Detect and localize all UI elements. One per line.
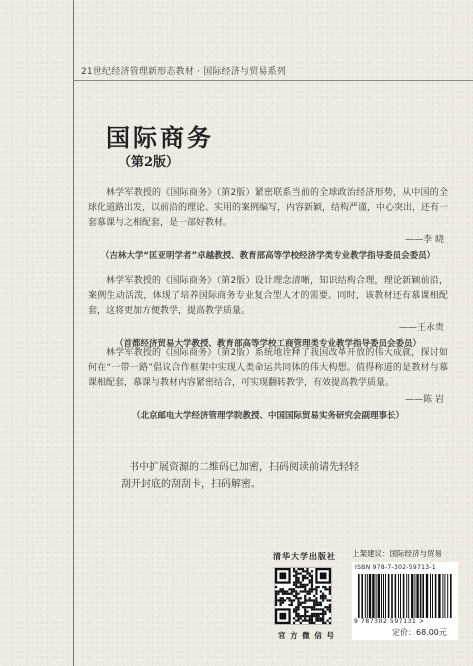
price: 定价：68.00元 — [392, 628, 447, 637]
qr-code[interactable] — [274, 567, 332, 625]
isbn-text: ISBN 978-7-302-59713-1 — [355, 564, 436, 571]
decorative-vertical-line — [73, 0, 74, 640]
review-2 — [88, 274, 448, 352]
qr-label: 官 方 微 信 号 — [278, 631, 335, 640]
barcode-icon — [356, 574, 454, 618]
isbn-barcode-block — [352, 562, 458, 640]
notice-line-2: 刮开封底的刮刮卡，扫码解密。 — [121, 479, 261, 490]
decorative-vertical-line-bottom — [73, 620, 74, 666]
notice-line-1: 书中扩展资源的二维码已加密，扫码阅读前请先轻轻 — [129, 462, 359, 473]
review-signature: ——王永贵 — [398, 323, 444, 333]
header-divider — [73, 80, 473, 81]
review-body: 林学军教授的《国际商务》（第2版）设计理念清晰，知识结构合理，理论新颖前沿，案例生动活泼，体现了培养国际商务专业复合型人才的需要。同时，该教材还有慕课相配套，这将更加方便教学，提高教学质量。 — [88, 276, 448, 316]
review-affiliation: （吉林大学“匡亚明学者”卓越教授、教育部高等学校经济学类专业教学指导委员会委员） — [100, 251, 436, 261]
book-edition: （第2版） — [118, 155, 180, 170]
review-affiliation: （首都经济贸易大学教授、教育部高等学校工商管理类专业教学指导委员会委员） — [114, 339, 421, 349]
review-body: 林学军教授的《国际商务》（第2版）系统地诠释了我国改革开放的伟大成就，探讨如何在“一带一路”倡议合作框架中实现人类命运共同体的伟大构想。值得称道的是教材与慕课相配套，慕课与教材内容紧密结合，可实现翻转教学，有效提高教学质量。 — [88, 348, 448, 388]
publisher-name: 清华大学出版社 — [273, 552, 336, 561]
book-title: 国际商务 — [106, 123, 214, 152]
review-signature: ——陈 岩 — [405, 395, 444, 405]
barcode-digits: 9 787302 597131 > — [354, 618, 425, 625]
scratch-card-notice — [121, 459, 411, 493]
review-1 — [88, 186, 448, 264]
qr-code-icon — [275, 568, 331, 624]
review-signature: ——李 晓 — [405, 235, 444, 245]
series-name: 21世纪经济管理新形态教材 · 国际经济与贸易系列 — [81, 67, 287, 77]
review-affiliation: （北京邮电大学经济管理学院教授、中国国际贸易实务研究会副理事长） — [131, 411, 404, 421]
review-body: 林学军教授的《国际商务》（第2版）紧密联系当前的全球政治经济形势，从中国的全球化道路出发，以前沿的理论、实用的案例编写，内容新颖，结构严谨，中心突出，还有一套慕课与之相配套，是一部好教材。 — [88, 188, 449, 228]
shelf-category: 上架建议：国际经济与贸易 — [352, 549, 442, 558]
review-3 — [88, 346, 448, 424]
